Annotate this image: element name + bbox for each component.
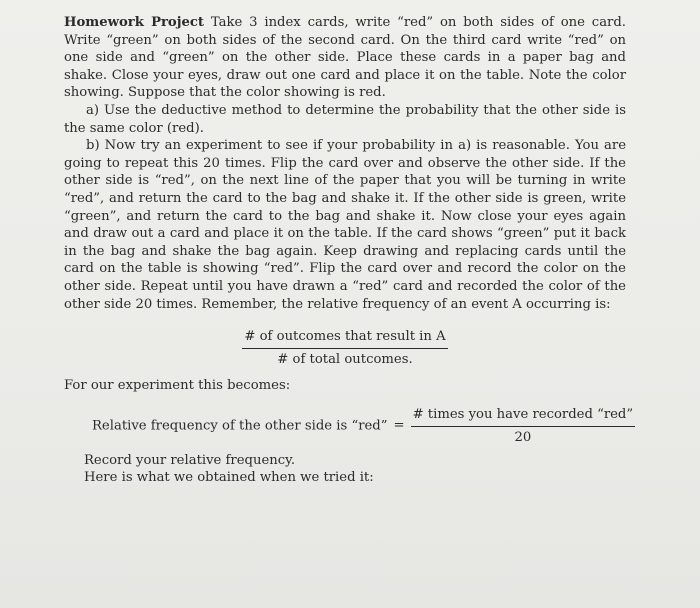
intro-paragraph <box>64 14 626 102</box>
formula-fraction <box>242 328 447 368</box>
formula-lhs: Relative frequency of the other side is “red” <box>92 418 388 434</box>
experiment-intro: For our experiment this becomes: <box>64 378 291 393</box>
record-instruction: Record your relative frequency. <box>84 453 296 468</box>
part-a-paragraph: a) Use the deductive method to determine the probability that the other side is the same color (red). <box>64 102 626 136</box>
experiment-denominator: 20 <box>514 429 532 445</box>
experiment-numerator: # times you have recorded “red” <box>411 406 636 427</box>
relative-frequency-formula <box>64 328 626 368</box>
formula-denominator: # of total outcomes. <box>277 351 413 367</box>
experiment-fraction <box>411 406 636 446</box>
homework-title: Homework Project <box>64 15 205 30</box>
equals-sign: = <box>393 418 405 434</box>
part-b-paragraph: b) Now try an experiment to see if your probability in a) is reasonable. You are going to repeat this 20 times. Flip the card over and observe the other side. If the other side is “red”, on the next line of the paper that you will be turning in write “red”, and return the card to the bag and shake it. If the other side is green, write “green”, and return the card to the bag and shake it. Now close your eyes again and draw out a card and place it on the table. If the card shows “green” put it back in the bag and shake the bag again. Keep drawing and replacing cards until the card on the table is showing “red”. Flip the card over and record the color on the other side. Repeat until you have drawn a “red” card and recorded the color of the other side 20 times. Remember, the relative frequency of an event A occurring is: <box>64 138 626 312</box>
experiment-formula <box>92 406 635 446</box>
intro-text: Take 3 index cards, write “red” on both sides of one card. Write “green” on both sides of the second card. On the third card write “red” on one side and “green” on the other side. Place these cards in a paper bag and shake. Close your eyes, draw out one card and place it on the table. Note the color showing. Suppose that the color showing is red. <box>64 15 626 101</box>
obtained-line: Here is what we obtained when we tried it: <box>84 470 374 485</box>
formula-numerator: # of outcomes that result in A <box>242 328 447 349</box>
homework-text <box>64 14 634 485</box>
